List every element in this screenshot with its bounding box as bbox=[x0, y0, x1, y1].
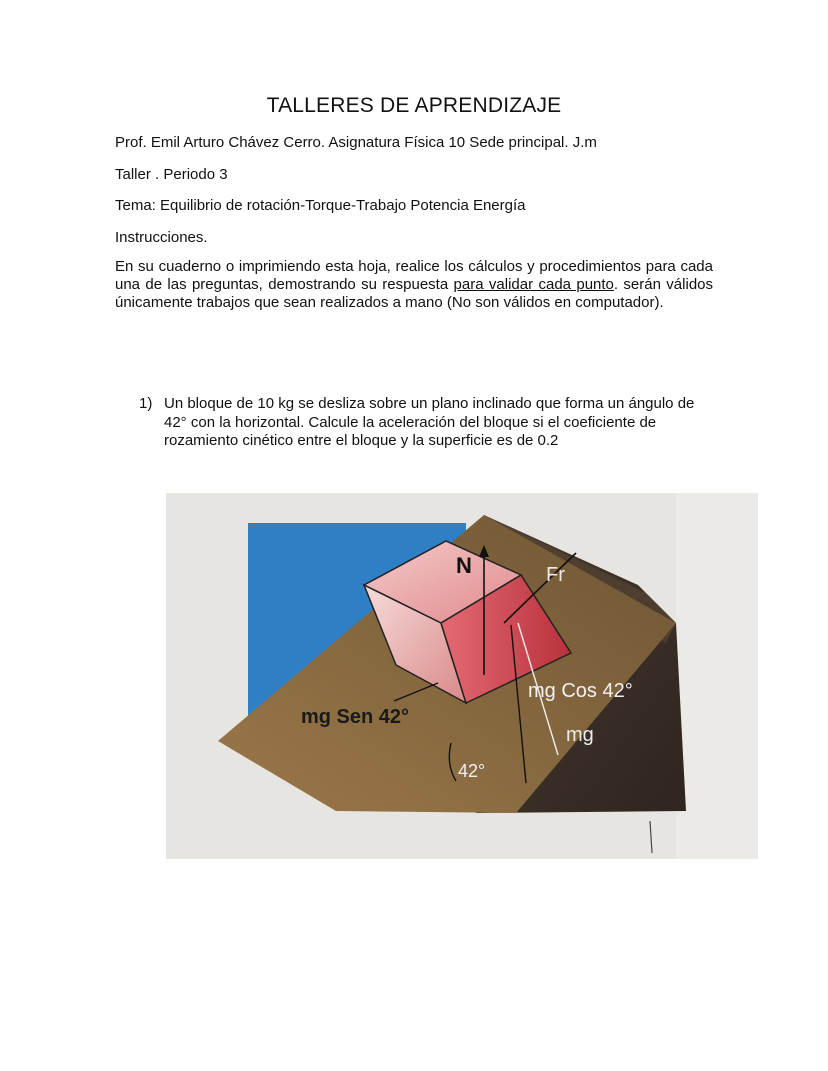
label-angle: 42° bbox=[458, 761, 486, 781]
taller-line: Taller . Periodo 3 bbox=[115, 166, 228, 183]
question-number: 1) bbox=[139, 395, 153, 412]
professor-line: Prof. Emil Arturo Chávez Cerro. Asignatura Física 10 Sede principal. J.m bbox=[115, 134, 597, 151]
label-normal: N bbox=[456, 553, 472, 578]
instructions-underlined-text: para validar cada punto bbox=[453, 276, 614, 293]
inclined-plane-diagram bbox=[166, 493, 758, 859]
instructions-text-part2: . serán válidos únicamente trabajos que sean realizados a mano (No son válidos en computador). bbox=[115, 276, 714, 311]
label-friction: Fr bbox=[546, 564, 565, 586]
label-mg-cos: mg Cos 42° bbox=[528, 680, 633, 702]
instructions-text-part1: En su cuaderno o imprimiendo esta hoja, realice los cálculos y procedimientos para cada una de las preguntas, demostrando su respuesta bbox=[115, 258, 713, 293]
label-mg: mg bbox=[566, 724, 594, 746]
label-mg-sin: mg Sen 42° bbox=[301, 706, 410, 728]
tema-line: Tema: Equilibrio de rotación-Torque-Trabajo Potencia Energía bbox=[115, 197, 526, 214]
figure-background-right bbox=[676, 493, 758, 859]
instructions-paragraph bbox=[115, 258, 713, 312]
inclined-plane-figure bbox=[166, 493, 758, 859]
instructions-heading: Instrucciones. bbox=[115, 229, 208, 246]
question-text: Un bloque de 10 kg se desliza sobre un plano inclinado que forma un ángulo de 42° con la horizontal. Calcule la aceleración del bloque si el coeficiente de rozamiento cinético entre el bloque y la superficie es de 0.2 bbox=[164, 395, 695, 449]
page-title: TALLERES DE APRENDIZAJE bbox=[266, 94, 562, 117]
